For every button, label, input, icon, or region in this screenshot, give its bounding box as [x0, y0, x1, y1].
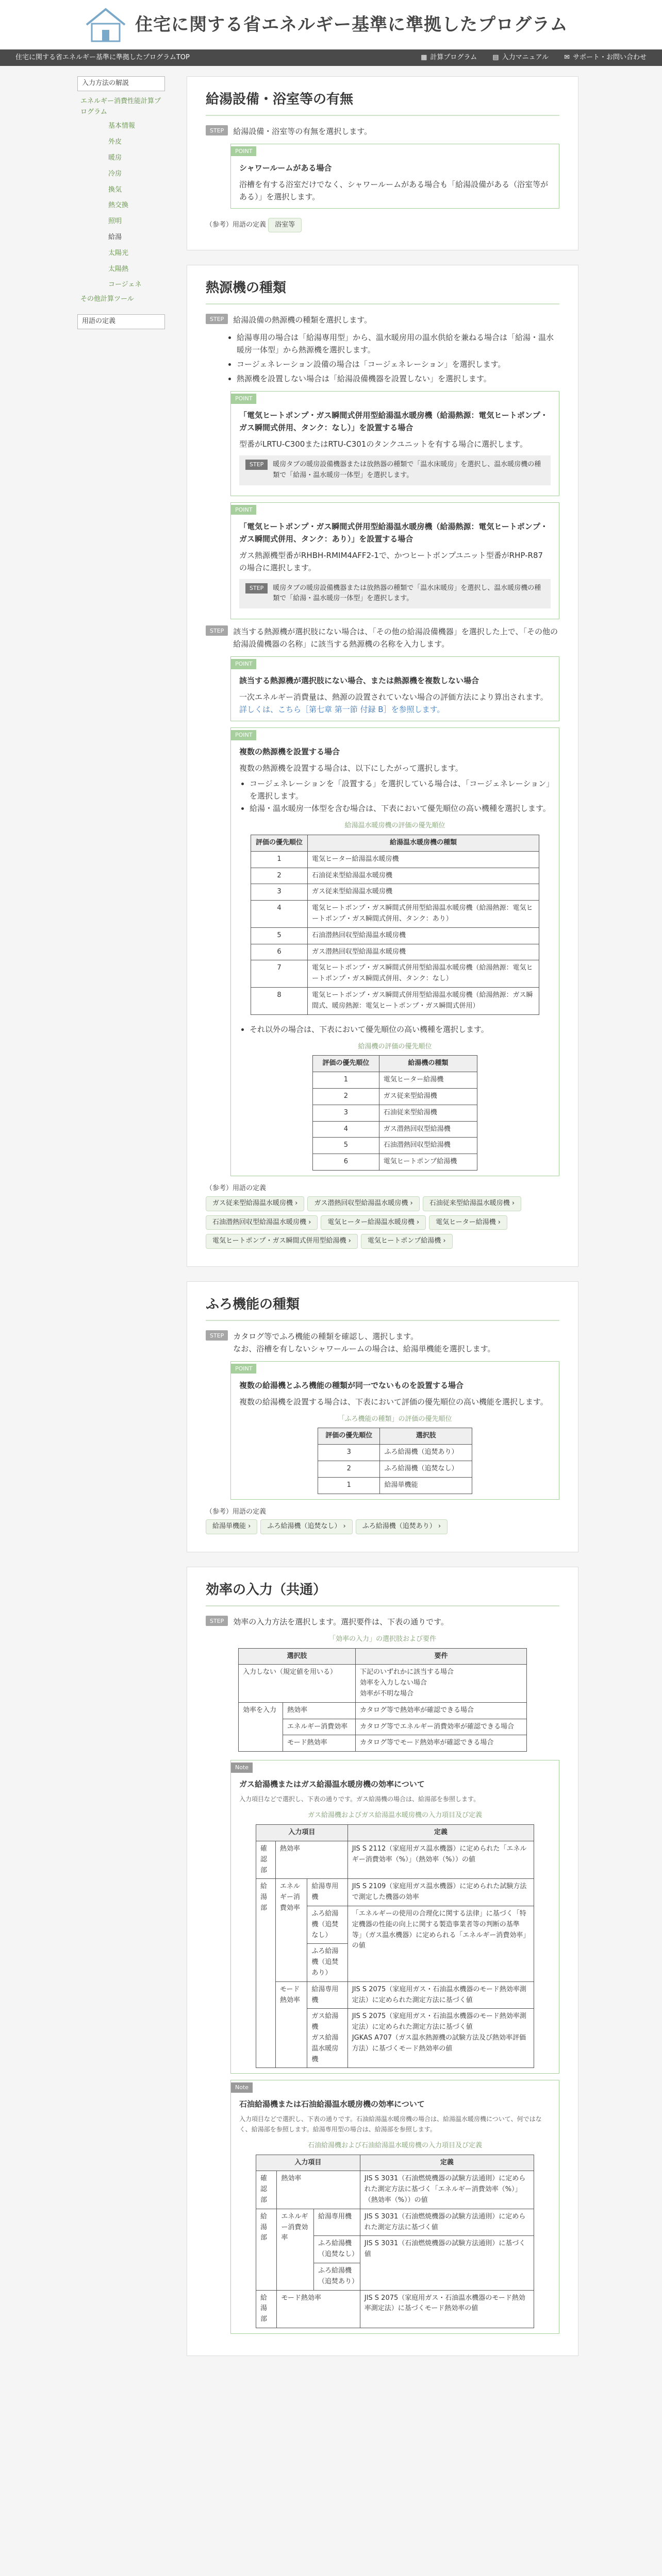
ref-label: （参考）用語の定義: [206, 1184, 267, 1192]
table-cell: ふろ給湯機（追焚あり）: [380, 1445, 472, 1461]
table-cell: 熱効率: [283, 1702, 356, 1719]
table-cell: JIS S 2075（家庭用ガス・石油温水機器のモード熱効率測定法）に定められた測定方法に基づく値: [347, 1981, 534, 2009]
table-row: [313, 1088, 477, 1105]
nav-home-link[interactable]: 住宅に関する省エネルギー基準に準拠したプログラムTOP: [15, 53, 190, 61]
table-row: [313, 1154, 477, 1171]
table-row: [313, 1105, 477, 1121]
sidebar-item[interactable]: 照明: [108, 217, 122, 226]
table-cell: ガス潜熱回収型給湯機: [379, 1121, 477, 1138]
step-text: 該当する熱源機が選択肢にない場合は、「その他の給湯設備機器」を選択した上で、「その他の給湯設備機器の名称」に該当する熱源機の名称を入力します。: [233, 627, 558, 649]
table-cell: モード熱効率: [277, 2290, 360, 2328]
table-cell: モード熱効率: [283, 1735, 356, 1752]
oil-efficiency-table: [256, 2155, 534, 2328]
table-cell: 8: [251, 987, 308, 1014]
table-row: [313, 1121, 477, 1138]
table-caption: 石油給湯機および石油給湯温水暖房機の入力項目及び定義: [307, 2141, 482, 2149]
table-cell: 確認部: [256, 1841, 276, 1879]
table-row: [318, 1477, 472, 1494]
step-badge: STEP: [206, 1616, 228, 1626]
table-cell: JGKAS A707（ガス温水熱源機の試験方法及び熱効率評価方法）に基づくモード熱効率の値: [352, 2033, 526, 2053]
table-cell: ふろ給湯機（追焚あり）: [307, 1944, 347, 1981]
table-row: [251, 944, 539, 960]
sidebar: [77, 76, 165, 2370]
bullet-list: [250, 777, 551, 815]
point-link[interactable]: 詳しくは、こちら［第七章 第一節 付録 B］を参照します。: [239, 705, 445, 715]
list-item: • コージェネレーション設備の場合は「コージェネレーション」を選択します。: [237, 358, 559, 370]
table-header: 要件: [355, 1648, 526, 1665]
ref-link[interactable]: ガス潜熱回収型給湯温水暖房機 ›: [307, 1196, 419, 1211]
table-header: 選択肢: [380, 1428, 472, 1445]
nav-item-label: 計算プログラム: [430, 53, 477, 61]
ref-link[interactable]: 電気ヒートポンプ給湯機 ›: [361, 1234, 453, 1249]
main-content: [187, 76, 578, 2370]
list-item: • 給湯専用の場合は「給湯専用型」から、温水暖房用の温水供給を兼ねる場合は「給湯・温水暖房一体型」から熱源機を選択します。: [237, 331, 559, 356]
table-cell: 5: [251, 927, 308, 944]
table-cell: 電気ヒートポンプ・ガス瞬間式併用型給湯温水暖房機（給湯熱源：電気ヒートポンプ・ガス瞬間式併用、タンク：あり）: [308, 901, 539, 928]
table-cell: 6: [251, 944, 308, 960]
point-box: [230, 1361, 559, 1500]
site-title: 住宅に関する省エネルギー基準に準拠したプログラム: [135, 14, 568, 35]
nav-item-support[interactable]: [564, 53, 647, 63]
table-header: 評価の優先順位: [251, 835, 308, 851]
table-cell: カタログ等で熱効率が確認できる場合: [355, 1702, 526, 1719]
table-cell: 給湯専用機: [307, 1879, 347, 1906]
ref-link[interactable]: 浴室等: [268, 218, 302, 233]
table-cell: 給湯専用機: [313, 2209, 360, 2236]
step-text: なお、浴槽を有しないシャワールームの場合は、給湯単機能を選択します。: [233, 1344, 495, 1353]
note-text: 暖房タブの暖房設備機器または放熱器の種類で「温水床暖房」を選択し、温水暖房機の種類で「給湯・温水暖房一体型」を選択します。: [273, 584, 541, 603]
table-row: [251, 868, 539, 884]
table-cell: 電気ヒートポンプ給湯機: [379, 1154, 477, 1171]
table-header: 定義: [360, 2155, 534, 2171]
table-cell: ガス従来型給湯温水暖房機: [308, 884, 539, 901]
table-row: [318, 1461, 472, 1478]
ref-row: [206, 1183, 559, 1251]
nav-item-label: サポート・お問い合わせ: [572, 53, 647, 61]
ref-links: [206, 1517, 559, 1536]
note-text: 入力項目などで選択し、下表の通りです。ガス給湯機の場合は、給湯部を参照します。: [239, 1795, 480, 1803]
table-cell: JIS S 3031（石油燃焼機器の試験方法通則）に定められた測定方法に基づく値: [360, 2209, 534, 2236]
table-cell: 石油潜熱回収型給湯温水暖房機: [308, 927, 539, 944]
point-box: [230, 656, 559, 721]
step-badge: STEP: [206, 125, 228, 135]
ref-label: （参考）用語の定義: [206, 1507, 267, 1516]
table-cell: 電気ヒーター給湯温水暖房機: [308, 851, 539, 868]
table-cell: ふろ給湯機（追焚なし）: [307, 1906, 347, 1944]
table-header: 給湯機の種類: [379, 1056, 477, 1072]
point-label: POINT: [231, 1364, 256, 1374]
step-row: [206, 1616, 559, 1628]
ref-links: [206, 1194, 559, 1251]
sidebar-other-tools[interactable]: その他計算ツール: [80, 295, 134, 303]
table-cell: 電気ヒートポンプ・ガス瞬間式併用型給湯温水暖房機（給湯熱源：電気ヒートポンプ・ガス瞬間式併用、タンク：なし）: [308, 960, 539, 988]
table-cell: 給湯部: [256, 2290, 277, 2328]
note-panel: [230, 2080, 559, 2334]
note-panel: [230, 1760, 559, 2074]
table-cell: 4: [251, 901, 308, 928]
list-item: • 熱源機を設置しない場合は「給湯設備機器を設置しない」を選択します。: [237, 372, 559, 385]
note-label: Note: [231, 1762, 253, 1773]
priority-table-water: [312, 1055, 477, 1171]
table-caption: 「効率の入力」の選択肢および要件: [328, 1635, 436, 1643]
note-box: [239, 579, 551, 609]
point-box: [230, 727, 559, 1176]
table-header: 評価の優先順位: [313, 1056, 379, 1072]
table-cell: エネルギー消費効率: [283, 1719, 356, 1735]
table-cell: エネルギー消費効率: [277, 2209, 314, 2290]
table-header: 評価の優先順位: [318, 1428, 380, 1445]
section-title: 熱源機の種類: [206, 278, 559, 304]
ref-link[interactable]: ふろ給湯機（追焚あり） ›: [356, 1519, 448, 1534]
priority-table-heating: [251, 835, 539, 1015]
table-cell: 電気ヒートポンプ・ガス瞬間式併用型給湯温水暖房機（給湯熱源：ガス瞬間式、暖房熱源：電気ヒートポンプ・ガス瞬間式併用）: [308, 987, 539, 1014]
point-label: POINT: [231, 146, 256, 157]
table-row: [313, 1072, 477, 1089]
table-cell: 4: [313, 1121, 379, 1138]
table-cell: 効率を入力しない場合: [359, 1679, 427, 1687]
table-header: 選択肢: [239, 1648, 356, 1665]
sidebar-item[interactable]: 外皮: [108, 138, 122, 146]
table-row: [251, 927, 539, 944]
table-cell: ガス給湯機: [311, 2012, 339, 2031]
point-title: シャワールームがある場合: [239, 163, 332, 173]
table-cell: 2: [313, 1088, 379, 1105]
ref-row: [206, 216, 559, 235]
table-cell: 給湯専用機: [307, 1981, 347, 2009]
table-cell: カタログ等でモード熱効率が確認できる場合: [355, 1735, 526, 1752]
ref-link[interactable]: 石油潜熱回収型給湯温水暖房機 ›: [206, 1215, 318, 1230]
list-item: • 給湯・温水暖房一体型を含む場合は、下表において優先順位の高い機種を選択します。: [250, 802, 551, 815]
bullet-list: [250, 1023, 551, 1036]
table-cell: JIS S 2109（家庭用ガス温水機器）に定められた試験方法で測定した機器の効率: [347, 1879, 534, 1906]
table-caption: 給湯機の評価の優先順位: [358, 1042, 432, 1050]
section-efficiency: [187, 1567, 578, 2356]
ref-link[interactable]: 電気ヒーター給湯機 ›: [429, 1215, 507, 1230]
table-cell: 効率が不明な場合: [359, 1690, 413, 1698]
ref-link[interactable]: 電気ヒーター給湯温水暖房機 ›: [321, 1215, 426, 1230]
table-header: 入力項目: [256, 1825, 348, 1841]
sidebar-item[interactable]: 冷房: [108, 170, 122, 178]
point-title: 複数の熱源機を設置する場合: [239, 747, 340, 757]
step-badge: STEP: [206, 314, 228, 324]
table-cell: 2: [318, 1461, 380, 1478]
gas-efficiency-table: [256, 1824, 534, 2068]
point-title: 「電気ヒートポンプ・ガス瞬間式併用型給湯温水暖房機（給湯熱源：電気ヒートポンプ・ガス瞬間式併用、タンク：あり）」を設置する場合: [239, 521, 548, 544]
sidebar-item[interactable]: 太陽熱: [108, 265, 129, 273]
point-box: [230, 502, 559, 620]
sidebar-sub-list: [77, 118, 165, 293]
bath-priority-table: [318, 1428, 472, 1494]
point-text: 型番がLRTU-C300またはRTU-C301のタンクユニットを有する場合に選択します。: [239, 439, 527, 449]
ref-link[interactable]: 電気ヒートポンプ・ガス瞬間式併用型給湯機 ›: [206, 1234, 358, 1249]
table-cell: ガス給湯温水暖房機: [311, 2033, 339, 2063]
nav-item-program[interactable]: [421, 53, 477, 63]
table-caption: 給湯温水暖房機の評価の優先順位: [344, 822, 445, 830]
point-box: [230, 391, 559, 496]
table-cell: 2: [251, 868, 308, 884]
point-label: POINT: [231, 394, 256, 404]
step-text: カタログ等でふろ機能の種類を確認し、選択します。: [233, 1331, 419, 1341]
table-cell: 確認部: [256, 2171, 277, 2209]
grid-icon: ▦: [421, 53, 427, 61]
nav-item-label: 入力マニュアル: [502, 53, 549, 61]
table-caption: ガス給湯機およびガス給湯温水暖房機の入力項目及び定義: [307, 1811, 482, 1820]
table-row: [313, 1138, 477, 1154]
step-badge: STEP: [206, 1330, 228, 1341]
ref-link[interactable]: ガス従来型給湯温水暖房機 ›: [206, 1196, 304, 1211]
table-cell: 下記のいずれかに該当する場合: [359, 1668, 454, 1676]
table-cell: ガス潜熱回収型給湯温水暖房機: [308, 944, 539, 960]
step-badge: STEP: [206, 625, 228, 636]
section-title: 効率の入力（共通）: [206, 1580, 559, 1606]
section-bath: [187, 76, 578, 250]
step-badge: STEP: [245, 583, 268, 594]
sidebar-item[interactable]: 換気: [108, 185, 122, 194]
table-cell: JIS S 3031（石油燃焼機器の試験方法通則）に基づく値: [360, 2236, 534, 2290]
table-cell: 石油潜熱回収型給湯機: [379, 1138, 477, 1154]
point-title: 複数の給湯機とふろ機能の種類が同一でないものを設置する場合: [239, 1380, 464, 1390]
section-title: 給湯設備・浴室等の有無: [206, 89, 559, 116]
nav-item-manual[interactable]: [492, 53, 549, 63]
note-text: 暖房タブの暖房設備機器または放熱器の種類で「温水床暖房」を選択し、温水暖房機の種類で「給湯・温水暖房一体型」を選択します。: [273, 460, 541, 479]
step-row: [206, 125, 559, 138]
ref-link[interactable]: 給湯単機能 ›: [206, 1519, 257, 1534]
table-cell: ふろ給湯機（追焚あり）: [313, 2263, 360, 2290]
table-cell: ふろ給湯機（追焚なし）: [313, 2236, 360, 2263]
bullet-list: [237, 331, 559, 385]
table-cell: 電気ヒーター給湯機: [379, 1072, 477, 1089]
table-row: [318, 1445, 472, 1461]
point-text: 複数の給湯機を設置する場合は、下表において評価の優先順位の高い機能を選択します。: [239, 1397, 548, 1406]
table-cell: 入力しない（規定値を用いる）: [239, 1665, 356, 1702]
section-heat-source: [187, 265, 578, 1267]
table-cell: JIS S 3031（石油燃焼機器の試験方法通則）に定められた測定方法に基づく「エネルギー消費効率（%）」（熱効率（%））の値: [360, 2171, 534, 2209]
note-box: [239, 455, 551, 485]
sidebar-program-link[interactable]: エネルギー消費性能計算プログラム: [80, 97, 161, 116]
table-cell: 1: [313, 1072, 379, 1089]
table-cell: 石油従来型給湯機: [379, 1105, 477, 1121]
section-title: ふろ機能の種類: [206, 1294, 559, 1321]
step-row: [206, 1330, 559, 1355]
step-text: 給湯設備の熱源機の種類を選択します。: [233, 315, 372, 325]
point-label: POINT: [231, 659, 256, 669]
house-logo-icon[interactable]: [82, 6, 129, 43]
table-cell: 熱効率: [277, 2171, 360, 2209]
step-row: [206, 314, 559, 326]
table-cell: 「エネルギーの使用の合理化に関する法律」に基づく「特定機器の性能の向上に関する製造事業者等の判断の基準等」（ガス温水機器）に定められる「エネルギー消費効率」の値: [347, 1906, 534, 1982]
list-item: • それ以外の場合は、下表において優先順位の高い機種を選択します。: [250, 1023, 551, 1036]
section-bath-function: [187, 1281, 578, 1552]
table-cell: カタログ等でエネルギー消費効率が確認できる場合: [355, 1719, 526, 1735]
ref-row: [206, 1507, 559, 1537]
table-cell: 6: [313, 1154, 379, 1171]
step-text: 効率の入力方法を選択します。選択要件は、下表の通りです。: [233, 1617, 449, 1626]
point-text: 浴槽を有する浴室だけでなく、シャワールームがある場合も「給湯設備がある（浴室等がある）」を選択します。: [239, 179, 549, 201]
table-cell: ガス従来型給湯機: [379, 1088, 477, 1105]
table-header: 定義: [347, 1825, 534, 1841]
ref-label: （参考）用語の定義: [206, 221, 267, 229]
table-cell: 給湯部: [256, 1879, 276, 2068]
table-row: [251, 884, 539, 901]
efficiency-options-table: [238, 1648, 527, 1752]
table-cell: 効率を入力: [239, 1702, 283, 1751]
sidebar-item[interactable]: 太陽光: [108, 249, 129, 257]
point-label: POINT: [231, 730, 256, 740]
sidebar-item[interactable]: コージェネ: [108, 281, 142, 289]
step-row: [206, 625, 559, 650]
point-text: 複数の熱源機を設置する場合は、以下にしたがって選択します。: [239, 764, 463, 773]
table-cell: 3: [251, 884, 308, 901]
table-row: [251, 987, 539, 1014]
book-icon: ▤: [492, 53, 499, 61]
point-text: 一次エネルギー消費量は、熱源の設置されていない場合の評価方法により算出されます。: [239, 692, 548, 702]
sidebar-item-active[interactable]: 給湯: [108, 233, 122, 241]
table-header: 給湯温水暖房機の種類: [308, 835, 539, 851]
step-text: 給湯設備・浴室等の有無を選択します。: [233, 126, 372, 136]
table-header: 入力項目: [256, 2155, 360, 2171]
table-row: [251, 851, 539, 868]
table-cell: 給湯単機能: [380, 1477, 472, 1494]
table-cell: 石油従来型給湯温水暖房機: [308, 868, 539, 884]
table-cell: JIS S 2075（家庭用ガス・石油温水機器のモード熱効率測定法）に基づくモード熱効率の値: [360, 2290, 534, 2328]
table-cell: 7: [251, 960, 308, 988]
point-title: 該当する熱源機が選択肢にない場合、または熱源機を複数しない場合: [239, 676, 479, 686]
point-title: 「電気ヒートポンプ・ガス瞬間式併用型給湯温水暖房機（給湯熱源：電気ヒートポンプ・ガス瞬間式併用、タンク：なし）」を設置する場合: [239, 410, 548, 432]
site-header: [0, 0, 662, 49]
table-cell: 1: [251, 851, 308, 868]
table-cell: 3: [313, 1105, 379, 1121]
top-nav: [0, 49, 662, 66]
table-cell: 5: [313, 1138, 379, 1154]
list-item: • コージェネレーションを「設置する」を選択している場合は、「コージェネレーション」を選択します。: [250, 777, 551, 802]
table-cell: JIS S 2075（家庭用ガス・石油温水機器のモード熱効率測定法）に定められた測定方法に基づく値: [352, 2012, 526, 2031]
sidebar-glossary[interactable]: 用語の定義: [77, 314, 165, 329]
table-cell: ふろ給湯機（追焚なし）: [380, 1461, 472, 1478]
point-box: [230, 144, 559, 209]
sidebar-item[interactable]: 基本情報: [108, 122, 136, 130]
table-caption: 「ふろ機能の種類」の評価の優先順位: [338, 1415, 452, 1423]
table-cell: モード熱効率: [275, 1981, 307, 2068]
point-label: POINT: [231, 505, 256, 515]
table-cell: 給湯部: [256, 2209, 277, 2290]
sidebar-item[interactable]: 暖房: [108, 154, 122, 162]
table-cell: JIS S 2112（家庭用ガス温水機器）に定められた「エネルギー消費効率（%）」（熱効率（%））の値: [347, 1841, 534, 1879]
mail-icon: ✉: [564, 53, 570, 61]
note-title: 石油給湯機または石油給湯温水暖房機の効率について: [239, 2099, 425, 2109]
sidebar-top-link[interactable]: 入力方法の解説: [77, 76, 165, 91]
step-badge: STEP: [245, 460, 268, 470]
note-label: Note: [231, 2082, 253, 2093]
table-cell: 3: [318, 1445, 380, 1461]
table-cell: エネルギー消費効率: [275, 1879, 307, 1981]
ref-link[interactable]: 石油従来型給湯温水暖房機 ›: [423, 1196, 521, 1211]
ref-link[interactable]: ふろ給湯機（追焚なし） ›: [260, 1519, 352, 1534]
note-text: 入力項目などで選択し、下表の通りです。石油給湯温水暖房機の場合は、給湯温水暖房機について、何ではなく、給湯部を参照します。給湯専用型の場合は、給湯部を参照します。: [239, 2115, 542, 2133]
table-row: [251, 960, 539, 988]
table-row: [251, 901, 539, 928]
table-cell: 1: [318, 1477, 380, 1494]
point-text: ガス熱源機型番がRHBH-RMIM4AFF2-1で、かつヒートポンプユニット型番がRHP-R87の場合に選択します。: [239, 550, 543, 572]
sidebar-item[interactable]: 熱交換: [108, 201, 129, 210]
note-title: ガス給湯機またはガス給湯温水暖房機の効率について: [239, 1780, 425, 1789]
table-cell: 熱効率: [275, 1841, 347, 1879]
